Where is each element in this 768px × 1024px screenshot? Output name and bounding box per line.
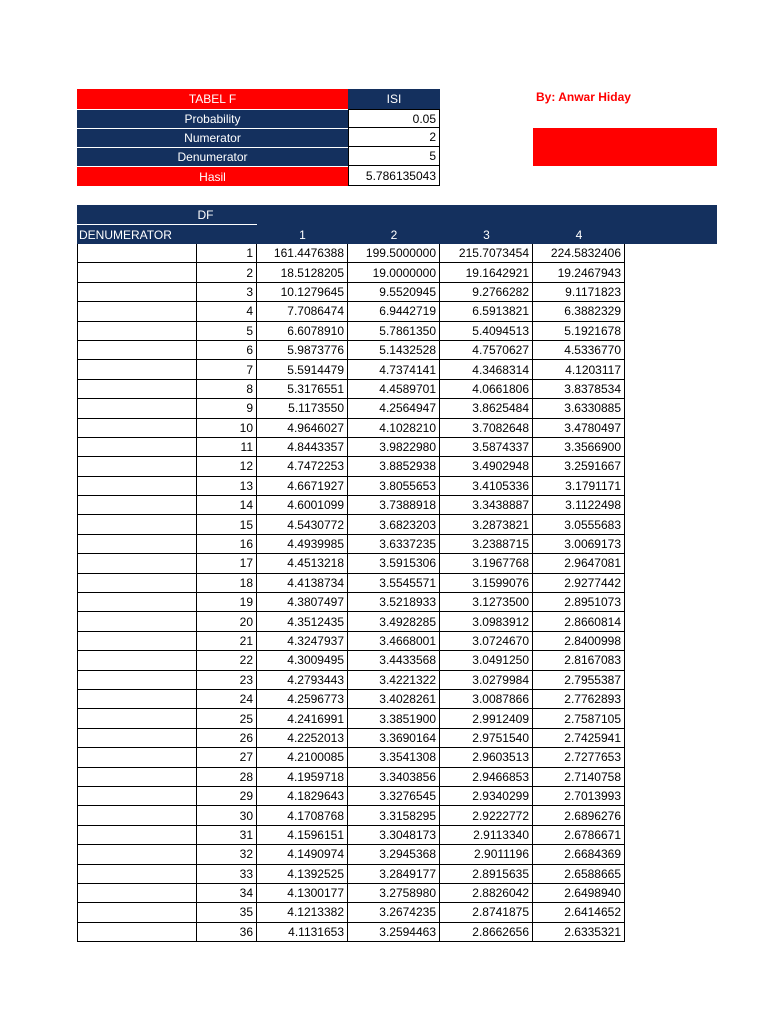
value-cell[interactable]: 2.9222772 (440, 806, 533, 825)
value-cell[interactable]: 3.0491250 (440, 651, 533, 670)
value-cell[interactable]: 3.3048173 (348, 826, 440, 845)
value-cell[interactable]: 4.1300177 (257, 884, 348, 903)
value-cell[interactable]: 2.9603513 (440, 748, 533, 767)
empty-cell[interactable] (77, 515, 197, 534)
value-cell[interactable]: 2.6786671 (533, 826, 625, 845)
df-cell[interactable]: 1 (197, 244, 257, 263)
empty-cell[interactable] (77, 457, 197, 476)
value-cell[interactable]: 4.1959718 (257, 768, 348, 787)
value-cell[interactable]: 3.0069173 (533, 535, 625, 554)
hasil-value: 5.786135043 (348, 166, 440, 186)
value-cell[interactable]: 3.2945368 (348, 845, 440, 864)
table-row (77, 729, 625, 748)
value-cell[interactable]: 2.7762893 (533, 690, 625, 709)
df-cell[interactable]: 20 (197, 612, 257, 631)
empty-cell[interactable] (77, 593, 197, 612)
table-row (77, 554, 625, 573)
df-cell[interactable]: 15 (197, 515, 257, 534)
value-cell[interactable]: 4.1203117 (533, 360, 625, 379)
df-label: DF (197, 207, 214, 222)
value-cell[interactable]: 3.8378534 (533, 380, 625, 399)
df-cell[interactable]: 28 (197, 768, 257, 787)
value-cell[interactable]: 4.0661806 (440, 380, 533, 399)
value-cell[interactable]: 2.7587105 (533, 709, 625, 728)
value-cell[interactable]: 3.1273500 (440, 593, 533, 612)
table-row (77, 322, 625, 341)
value-cell[interactable]: 6.3882329 (533, 302, 625, 321)
denumerator-column-label: DENUMERATOR (79, 227, 172, 242)
numerator-label: Numerator (77, 128, 348, 147)
value-cell[interactable]: 18.5128205 (257, 263, 348, 282)
value-cell[interactable]: 4.3009495 (257, 651, 348, 670)
author-byline: By: Anwar Hiday (536, 90, 631, 104)
value-cell[interactable]: 2.6588665 (533, 865, 625, 884)
value-cell[interactable]: 2.8662656 (440, 923, 533, 942)
tabel-f-header: TABEL F (77, 89, 348, 109)
empty-cell[interactable] (77, 632, 197, 651)
df-cell[interactable]: 30 (197, 806, 257, 825)
value-cell[interactable]: 3.2873821 (440, 515, 533, 534)
value-cell[interactable]: 4.4939985 (257, 535, 348, 554)
value-cell[interactable]: 3.2849177 (348, 865, 440, 884)
value-cell[interactable]: 3.3403856 (348, 768, 440, 787)
empty-cell[interactable] (77, 748, 197, 767)
value-cell[interactable]: 4.5430772 (257, 515, 348, 534)
table-row (77, 826, 625, 845)
value-cell[interactable]: 5.3176551 (257, 380, 348, 399)
value-cell[interactable]: 3.5545571 (348, 574, 440, 593)
empty-cell[interactable] (77, 302, 197, 321)
df-cell[interactable]: 7 (197, 360, 257, 379)
table-row (77, 748, 625, 767)
table-row (77, 283, 625, 302)
empty-cell[interactable] (77, 360, 197, 379)
value-cell[interactable]: 3.2674235 (348, 903, 440, 922)
empty-cell[interactable] (77, 419, 197, 438)
df-cell[interactable]: 4 (197, 302, 257, 321)
table-row (77, 651, 625, 670)
value-cell[interactable]: 2.7425941 (533, 729, 625, 748)
table-row (77, 884, 625, 903)
table-row (77, 671, 625, 690)
df-cell[interactable]: 6 (197, 341, 257, 360)
value-cell[interactable]: 4.1490974 (257, 845, 348, 864)
df-cell[interactable]: 36 (197, 923, 257, 942)
table-row (77, 244, 625, 263)
df-cell[interactable]: 11 (197, 438, 257, 457)
value-cell[interactable]: 3.6823203 (348, 515, 440, 534)
empty-cell[interactable] (77, 709, 197, 728)
value-cell[interactable]: 3.4105336 (440, 477, 533, 496)
value-cell[interactable]: 4.3807497 (257, 593, 348, 612)
value-cell[interactable]: 2.7955387 (533, 671, 625, 690)
value-cell[interactable]: 4.1131653 (257, 923, 348, 942)
empty-cell[interactable] (77, 535, 197, 554)
table-row (77, 768, 625, 787)
value-cell[interactable]: 2.8660814 (533, 612, 625, 631)
value-cell[interactable]: 2.8741875 (440, 903, 533, 922)
value-cell[interactable]: 6.9442719 (348, 302, 440, 321)
table-row (77, 806, 625, 825)
value-cell[interactable]: 3.2591667 (533, 457, 625, 476)
value-cell[interactable]: 3.3276545 (348, 787, 440, 806)
value-cell[interactable]: 2.7277653 (533, 748, 625, 767)
empty-cell[interactable] (77, 263, 197, 282)
table-row (77, 923, 625, 942)
table-row (77, 709, 625, 728)
table-row (77, 787, 625, 806)
value-cell[interactable]: 19.1642921 (440, 263, 533, 282)
empty-cell[interactable] (77, 477, 197, 496)
df-cell[interactable]: 18 (197, 574, 257, 593)
value-cell[interactable]: 2.6684369 (533, 845, 625, 864)
df-cell[interactable]: 9 (197, 399, 257, 418)
value-cell[interactable]: 4.3247937 (257, 632, 348, 651)
value-cell[interactable]: 2.6335321 (533, 923, 625, 942)
value-cell[interactable]: 3.4668001 (348, 632, 440, 651)
df-cell[interactable]: 8 (197, 380, 257, 399)
value-cell[interactable]: 3.6330885 (533, 399, 625, 418)
value-cell[interactable]: 2.9912409 (440, 709, 533, 728)
value-cell[interactable]: 224.5832406 (533, 244, 625, 263)
df-cell[interactable]: 16 (197, 535, 257, 554)
value-cell[interactable]: 4.2100085 (257, 748, 348, 767)
value-cell[interactable]: 5.7861350 (348, 322, 440, 341)
value-cell[interactable]: 2.8167083 (533, 651, 625, 670)
value-cell[interactable]: 199.5000000 (348, 244, 440, 263)
value-cell[interactable]: 6.5913821 (440, 302, 533, 321)
df-cell[interactable]: 32 (197, 845, 257, 864)
value-cell[interactable]: 3.7388918 (348, 496, 440, 515)
empty-cell[interactable] (77, 923, 197, 942)
value-cell[interactable]: 3.2758980 (348, 884, 440, 903)
table-row (77, 574, 625, 593)
empty-cell[interactable] (77, 322, 197, 341)
value-cell[interactable]: 3.3438887 (440, 496, 533, 515)
df-cell[interactable]: 13 (197, 477, 257, 496)
df-cell[interactable]: 12 (197, 457, 257, 476)
denumerator-label: Denumerator (77, 147, 348, 166)
df-cell[interactable]: 21 (197, 632, 257, 651)
df-cell[interactable]: 33 (197, 865, 257, 884)
empty-cell[interactable] (77, 671, 197, 690)
value-cell[interactable]: 4.4138734 (257, 574, 348, 593)
df-cell[interactable]: 14 (197, 496, 257, 515)
value-cell[interactable]: 4.2596773 (257, 690, 348, 709)
value-cell[interactable]: 3.6337235 (348, 535, 440, 554)
value-cell[interactable]: 4.7472253 (257, 457, 348, 476)
value-cell[interactable]: 2.8915635 (440, 865, 533, 884)
empty-cell[interactable] (77, 903, 197, 922)
table-row (77, 535, 625, 554)
value-cell[interactable]: 3.8625484 (440, 399, 533, 418)
value-cell[interactable]: 4.1392525 (257, 865, 348, 884)
value-cell[interactable]: 4.3512435 (257, 612, 348, 631)
empty-cell[interactable] (77, 380, 197, 399)
value-cell[interactable]: 3.4928285 (348, 612, 440, 631)
value-cell[interactable]: 3.4433568 (348, 651, 440, 670)
value-cell[interactable]: 3.1791171 (533, 477, 625, 496)
table-row (77, 419, 625, 438)
table-row (77, 263, 625, 282)
value-cell[interactable]: 4.1708768 (257, 806, 348, 825)
empty-cell[interactable] (77, 865, 197, 884)
empty-cell[interactable] (77, 496, 197, 515)
table-row (77, 515, 625, 534)
table-row (77, 845, 625, 864)
value-cell[interactable]: 3.0983912 (440, 612, 533, 631)
value-cell[interactable]: 3.5218933 (348, 593, 440, 612)
value-cell[interactable]: 2.7013993 (533, 787, 625, 806)
denumerator-value[interactable]: 5 (348, 147, 440, 166)
value-cell[interactable]: 2.8400998 (533, 632, 625, 651)
value-cell[interactable]: 2.7140758 (533, 768, 625, 787)
value-cell[interactable]: 4.1829643 (257, 787, 348, 806)
df-cell[interactable]: 19 (197, 593, 257, 612)
value-cell[interactable]: 10.1279645 (257, 283, 348, 302)
value-cell[interactable]: 2.9751540 (440, 729, 533, 748)
value-cell[interactable]: 2.6896276 (533, 806, 625, 825)
value-cell[interactable]: 2.8826042 (440, 884, 533, 903)
value-cell[interactable]: 2.9113340 (440, 826, 533, 845)
column-header-4: 4 (575, 227, 583, 242)
value-cell[interactable]: 3.1967768 (440, 554, 533, 573)
table-row (77, 360, 625, 379)
value-cell[interactable]: 3.3541308 (348, 748, 440, 767)
value-cell[interactable]: 5.1921678 (533, 322, 625, 341)
red-banner (533, 128, 717, 166)
empty-cell[interactable] (77, 612, 197, 631)
probability-label: Probability (77, 109, 348, 128)
df-cell[interactable]: 17 (197, 554, 257, 573)
numerator-value[interactable]: 2 (348, 128, 440, 147)
value-cell[interactable]: 3.5874337 (440, 438, 533, 457)
empty-cell[interactable] (77, 787, 197, 806)
f-table-grid (77, 244, 625, 942)
value-cell[interactable]: 4.2793443 (257, 671, 348, 690)
value-cell[interactable]: 3.0087866 (440, 690, 533, 709)
df-cell[interactable]: 3 (197, 283, 257, 302)
value-cell[interactable]: 2.9340299 (440, 787, 533, 806)
table-row (77, 438, 625, 457)
value-cell[interactable]: 4.6671927 (257, 477, 348, 496)
value-cell[interactable]: 3.3690164 (348, 729, 440, 748)
df-cell[interactable]: 34 (197, 884, 257, 903)
value-cell[interactable]: 3.0279984 (440, 671, 533, 690)
table-row (77, 302, 625, 321)
value-cell[interactable]: 4.9646027 (257, 419, 348, 438)
value-cell[interactable]: 5.1173550 (257, 399, 348, 418)
empty-cell[interactable] (77, 651, 197, 670)
value-cell[interactable]: 19.0000000 (348, 263, 440, 282)
df-cell[interactable]: 2 (197, 263, 257, 282)
value-cell[interactable]: 161.4476388 (257, 244, 348, 263)
value-cell[interactable]: 9.1171823 (533, 283, 625, 302)
value-cell[interactable]: 3.3158295 (348, 806, 440, 825)
column-header-2: 2 (390, 227, 398, 242)
value-cell[interactable]: 4.2252013 (257, 729, 348, 748)
table-row (77, 477, 625, 496)
value-cell[interactable]: 5.4094513 (440, 322, 533, 341)
value-cell[interactable]: 2.6414652 (533, 903, 625, 922)
empty-cell[interactable] (77, 826, 197, 845)
value-cell[interactable]: 4.3468314 (440, 360, 533, 379)
empty-cell[interactable] (77, 574, 197, 593)
value-cell[interactable]: 3.7082648 (440, 419, 533, 438)
value-cell[interactable]: 7.7086474 (257, 302, 348, 321)
table-row (77, 865, 625, 884)
value-cell[interactable]: 3.1599076 (440, 574, 533, 593)
table-row (77, 632, 625, 651)
table-row (77, 496, 625, 515)
empty-cell[interactable] (77, 729, 197, 748)
value-cell[interactable]: 9.5520945 (348, 283, 440, 302)
df-cell[interactable]: 24 (197, 690, 257, 709)
table-row (77, 380, 625, 399)
value-cell[interactable]: 4.7570627 (440, 341, 533, 360)
df-cell[interactable]: 10 (197, 419, 257, 438)
value-cell[interactable]: 4.1596151 (257, 826, 348, 845)
isi-header: ISI (348, 89, 440, 109)
empty-cell[interactable] (77, 690, 197, 709)
empty-cell[interactable] (77, 768, 197, 787)
value-cell[interactable]: 3.8852938 (348, 457, 440, 476)
df-cell[interactable]: 27 (197, 748, 257, 767)
df-cell[interactable]: 29 (197, 787, 257, 806)
value-cell[interactable]: 3.9822980 (348, 438, 440, 457)
value-cell[interactable]: 5.5914479 (257, 360, 348, 379)
value-cell[interactable]: 3.5915306 (348, 554, 440, 573)
table-row (77, 593, 625, 612)
value-cell[interactable]: 9.2766282 (440, 283, 533, 302)
value-cell[interactable]: 19.2467943 (533, 263, 625, 282)
value-cell[interactable]: 2.8951073 (533, 593, 625, 612)
value-cell[interactable]: 4.4513218 (257, 554, 348, 573)
table-row (77, 457, 625, 476)
value-cell[interactable]: 4.5336770 (533, 341, 625, 360)
empty-cell[interactable] (77, 806, 197, 825)
value-cell[interactable]: 4.2416991 (257, 709, 348, 728)
hasil-label: Hasil (77, 166, 348, 186)
value-cell[interactable]: 6.6078910 (257, 322, 348, 341)
empty-cell[interactable] (77, 341, 197, 360)
empty-cell[interactable] (77, 399, 197, 418)
column-header-3: 3 (483, 227, 490, 242)
value-cell[interactable]: 3.3851900 (348, 709, 440, 728)
value-cell[interactable]: 215.7073454 (440, 244, 533, 263)
value-cell[interactable]: 3.4028261 (348, 690, 440, 709)
df-cell[interactable]: 35 (197, 903, 257, 922)
value-cell[interactable]: 4.6001099 (257, 496, 348, 515)
value-cell[interactable]: 3.3566900 (533, 438, 625, 457)
value-cell[interactable]: 2.9277442 (533, 574, 625, 593)
probability-value[interactable]: 0.05 (348, 109, 440, 128)
empty-cell[interactable] (77, 554, 197, 573)
value-cell[interactable]: 2.9647081 (533, 554, 625, 573)
value-cell[interactable]: 4.1213382 (257, 903, 348, 922)
value-cell[interactable]: 4.8443357 (257, 438, 348, 457)
df-cell[interactable]: 25 (197, 709, 257, 728)
table-row (77, 612, 625, 631)
value-cell[interactable]: 2.9011196 (440, 845, 533, 864)
value-cell[interactable]: 3.4902948 (440, 457, 533, 476)
df-cell[interactable]: 31 (197, 826, 257, 845)
value-cell[interactable]: 5.9873776 (257, 341, 348, 360)
table-row (77, 399, 625, 418)
df-cell[interactable]: 5 (197, 322, 257, 341)
value-cell[interactable]: 3.8055653 (348, 477, 440, 496)
value-cell[interactable]: 3.4780497 (533, 419, 625, 438)
empty-cell[interactable] (77, 845, 197, 864)
value-cell[interactable]: 3.0724670 (440, 632, 533, 651)
value-cell[interactable]: 3.1122498 (533, 496, 625, 515)
df-cell[interactable]: 23 (197, 671, 257, 690)
value-cell[interactable]: 3.0555683 (533, 515, 625, 534)
value-cell[interactable]: 4.4589701 (348, 380, 440, 399)
value-cell[interactable]: 4.7374141 (348, 360, 440, 379)
table-row (77, 903, 625, 922)
df-cell[interactable]: 26 (197, 729, 257, 748)
value-cell[interactable]: 2.6498940 (533, 884, 625, 903)
empty-cell[interactable] (77, 884, 197, 903)
empty-cell[interactable] (77, 438, 197, 457)
df-header-fill (257, 205, 717, 225)
df-cell[interactable]: 22 (197, 651, 257, 670)
value-cell[interactable]: 4.1028210 (348, 419, 440, 438)
table-row (77, 341, 625, 360)
empty-cell[interactable] (77, 283, 197, 302)
value-cell[interactable]: 3.4221322 (348, 671, 440, 690)
value-cell[interactable]: 4.2564947 (348, 399, 440, 418)
value-cell[interactable]: 3.2388715 (440, 535, 533, 554)
value-cell[interactable]: 5.1432528 (348, 341, 440, 360)
empty-cell[interactable] (77, 244, 197, 263)
column-header-1: 1 (299, 227, 306, 242)
value-cell[interactable]: 3.2594463 (348, 923, 440, 942)
value-cell[interactable]: 2.9466853 (440, 768, 533, 787)
table-row (77, 690, 625, 709)
